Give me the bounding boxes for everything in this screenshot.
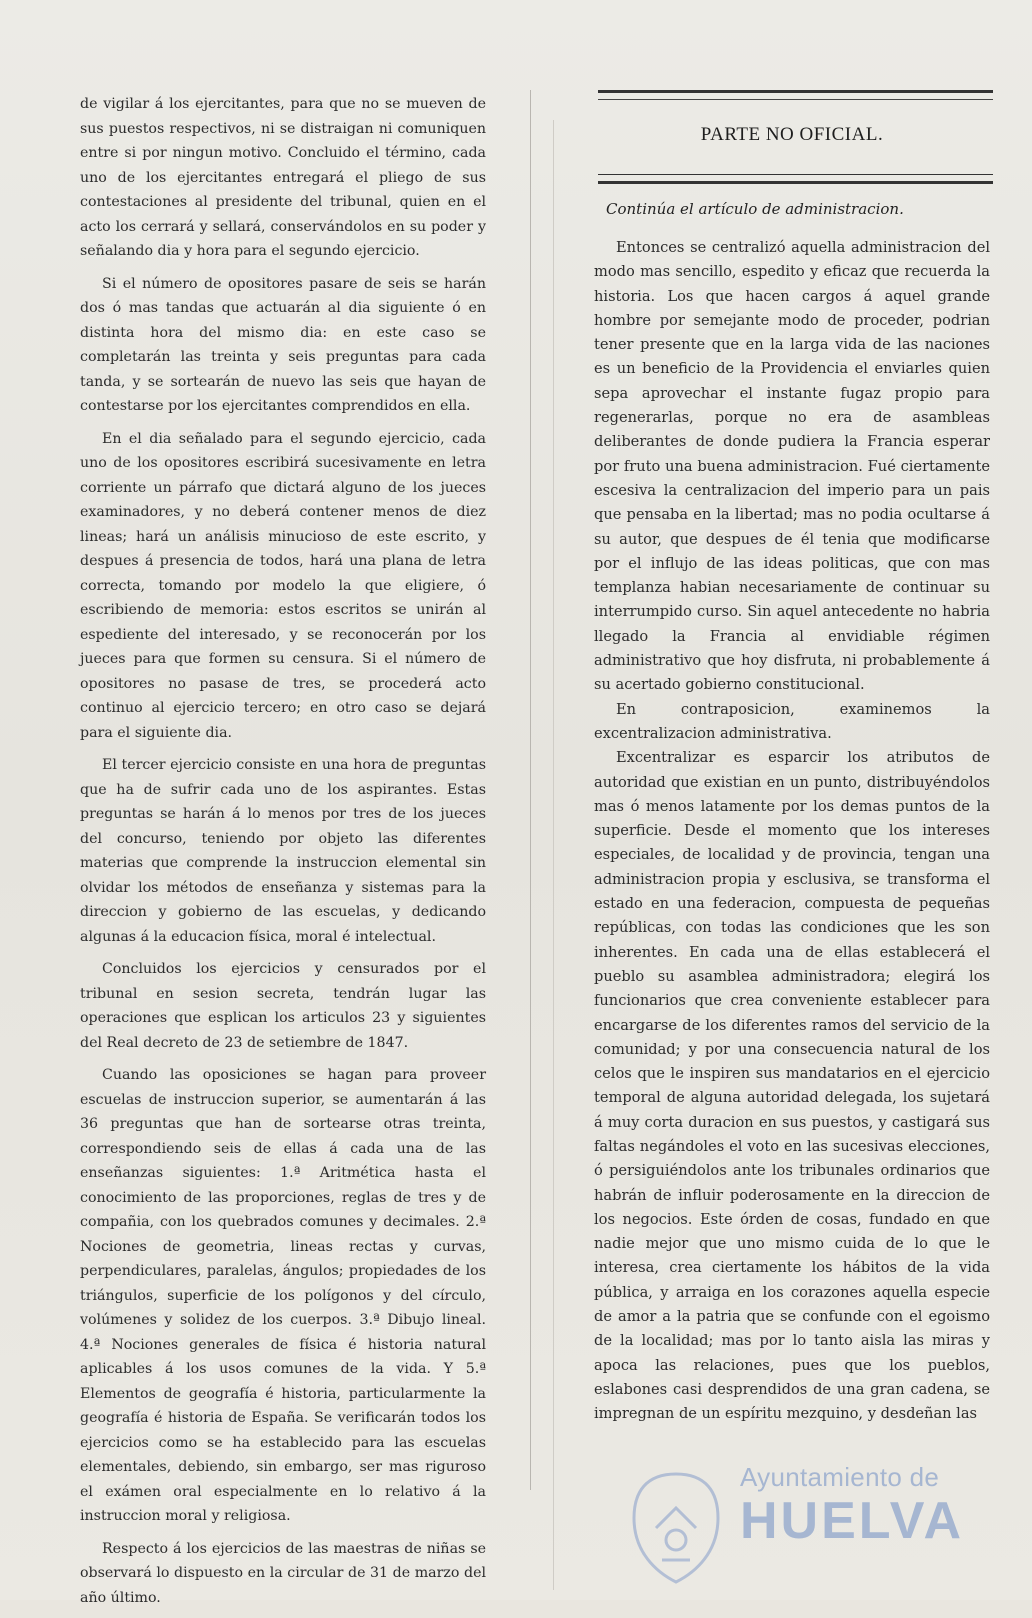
continues-label: Continúa el artículo de administracion. bbox=[606, 200, 904, 218]
huelva-seal-icon bbox=[626, 1468, 726, 1588]
section-title: PARTE NO OFICIAL. bbox=[700, 124, 884, 145]
top-double-rule bbox=[598, 90, 993, 100]
left-paragraph-2: Si el número de opositores pasare de seis se harán dos ó mas tandas que actuarán al dia siguiente ó en distinta hora del mismo dia: en este caso se completarán las treinta y seis preguntas para cada tanda, y se sortearán de nuevo las seis que hayan de contestarse por los ejercitantes comprendidos en ella. bbox=[80, 275, 486, 414]
right-column bbox=[594, 236, 990, 1427]
left-paragraph-3: En el dia señalado para el segundo ejercicio, cada uno de los opositores escribirá sucesivamente en letra corriente un párrafo que dictará alguno de los jueces examinadores, y no deberá contener menos de diez lineas; hará un análisis minucioso de este escrito, y despues á presencia de todos, hará una plana de letra correcta, tomando por modelo la que eligiere, ó escribiendo de memoria: estos escritos se unirán al espediente del interesado, y se reconocerán por los jueces para que formen su censura. Si el número de opositores no pasase de tres, se procederá acto continuo al ejercicio tercero; en otro caso se dejará para el siguiente dia. bbox=[80, 430, 486, 741]
left-paragraph-4: El tercer ejercicio consiste en una hora de preguntas que ha de sufrir cada uno de los aspirantes. Estas preguntas se harán á lo menos por tres de los jueces del concurso, teniendo por objeto las diferentes materias que comprende la instruccion elemental sin olvidar los métodos de enseñanza y sistemas para la direccion y gobierno de las escuelas, y dedicando algunas á la educacion física, moral é intelectual. bbox=[80, 757, 486, 945]
column-divider bbox=[530, 90, 531, 1490]
watermark-line1: Ayuntamiento de bbox=[740, 1462, 940, 1492]
watermark-line2: HUELVA bbox=[740, 1492, 965, 1550]
left-paragraph-1: de vigilar á los ejercitantes, para que no se mueven de sus puestos respectivos, ni se distraigan ni comuniquen entre si por ningun motivo. Concluido el término, cada uno de los ejercitantes entregará el pliego de sus contestaciones al presidente del tribunal, quien en el acto los cerrará y sellará, conservándolos en su poder y señalando dia y hora para el segundo ejercicio. bbox=[80, 96, 486, 259]
left-paragraph-7: Respecto á los ejercicios de las maestras de niñas se observará lo dispuesto en la circular de 31 de marzo del año último. bbox=[80, 1540, 486, 1606]
title-double-rule bbox=[598, 174, 993, 184]
right-paragraph-1: Entonces se centralizó aquella administracion del modo mas sencillo, espedito y eficaz que recuerda la historia. Los que hacen cargos á aquel grande hombre por semejante modo de proceder, podrian tener presente que en la larga vida de las naciones es un beneficio de la Providencia el enviarles quien sepa aprovechar el instante fugaz propio para regenerarlas, porque no era de asambleas deliberantes de donde pudiera la Francia esperar por fruto una buena administracion. Fué ciertamente escesiva la centralizacion del imperio para un pais que pensaba en la libertad; mas no podia ocultarse á su autor, que despues de él tenia que modificarse por el influjo de las ideas politicas, que con mas templanza habian necesariamente de continuar su interrumpido curso. Sin aquel antecedente no habria llegado la Francia al envidiable régimen administrativo que hoy disfruta, ni probablemente á su acertado gobierno constitucional. bbox=[594, 239, 990, 694]
page-fold-line bbox=[553, 120, 554, 1590]
left-paragraph-5: Concluidos los ejercicios y censurados por el tribunal en sesion secreta, tendrán lugar las operaciones que esplican los articulos 23 y siguientes del Real decreto de 23 de setiembre de 1847. bbox=[80, 961, 486, 1051]
right-paragraph-3: Excentralizar es esparcir los atributos de autoridad que existian en un punto, distribuyéndolos mas ó menos latamente por los demas puntos de la superficie. Desde el momento que los intereses especiales, de localidad y de provincia, tengan una administracion propia y esclusiva, se transforma el estado en una federacion, compuesta de pequeñas repúblicas, con todas las condiciones que les son inherentes. En cada una de ellas establecerá el pueblo su asamblea administradora; elegirá los funcionarios que crea conveniente establecer para encargarse de los diferentes ramos del servicio de la comunidad; y por una consecuencia natural de los celos que le inspiren sus mandatarios en el ejercicio temporal de alguna autoridad delegada, los sujetará á muy corta duracion en sus puestos, y castigará sus faltas negándoles el voto en las sucesivas elecciones, ó persiguiéndolos ante los tribunales ordinarios que habrán de influir poderosamente en la direccion de los negocios. Este órden de cosas, fundado en que nadie mejor que uno mismo cuida de lo que le interesa, crea ciertamente los hábitos de la vida pública, y arraiga en los corazones aquella especie de amor a la patria que se confunde con el egoismo de la localidad; mas por lo tanto aisla las miras y apoca las relaciones, pues que los pueblos, eslabones casi desprendidos de una gran cadena, se impregnan de un espíritu mezquino, y desdeñan las bbox=[594, 749, 990, 1423]
left-paragraph-6: Cuando las oposiciones se hagan para proveer escuelas de instruccion superior, se aumentarán á las 36 preguntas que han de sortearse otras treinta, correspondiendo seis de ellas á cada una de las enseñanzas siguientes: 1.ª Aritmética hasta el conocimiento de las proporciones, reglas de tres y de compañia, con los quebrados comunes y decimales. 2.ª Nociones de geometria, lineas rectas y curvas, perpendiculares, paralelas, ángulos; propiedades de los triángulos, superficie de los polígonos y del círculo, volúmenes y solidez de los cuerpos. 3.ª Dibujo lineal. 4.ª Nociones generales de física é historia natural aplicables á los usos comunes de la vida. Y 5.ª Elementos de geografía é historia, particularmente la geografía é historia de España. Se verificarán todos los ejercicios como se ha establecido para las escuelas elementales, debiendo, sin embargo, ser mas riguroso el exámen oral especialmente en lo relativo á la instruccion moral y religiosa. bbox=[80, 1067, 486, 1524]
watermark bbox=[740, 1462, 964, 1551]
left-column bbox=[80, 92, 486, 1618]
right-paragraph-2: En contraposicion, examinemos la excentralizacion administrativa. bbox=[594, 700, 990, 742]
